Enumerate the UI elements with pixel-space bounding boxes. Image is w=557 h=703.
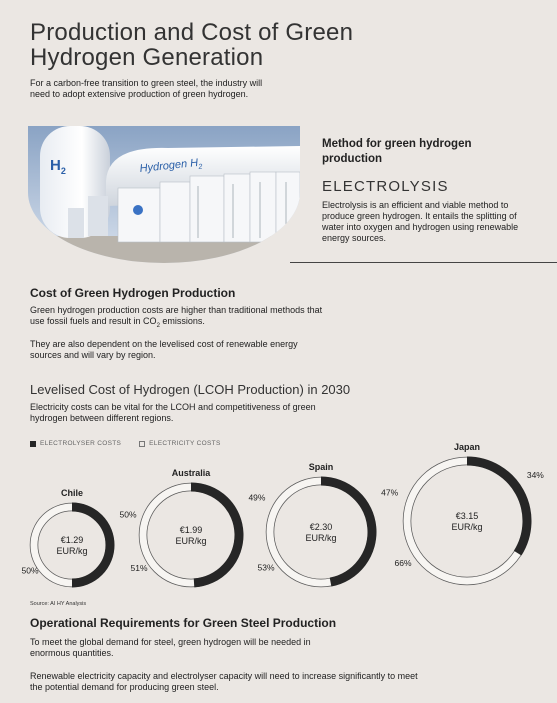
unit-chile: EUR/kg <box>56 546 88 556</box>
cost-section-title: Cost of Green Hydrogen Production <box>30 286 236 300</box>
segment-electricity-chile <box>34 507 110 583</box>
segment-electricity-japan <box>407 461 527 581</box>
pct-electricity-australia: 51% <box>130 563 148 573</box>
pct-electricity-chile: 50% <box>21 565 39 576</box>
segment-electrolyser-spain <box>321 481 372 582</box>
legend-label-electricity: ELECTRICITY COSTS <box>149 440 221 447</box>
segment-electrolyser-chile <box>72 507 110 583</box>
page-title <box>30 20 430 70</box>
pct-electricity-japan: 66% <box>394 558 412 568</box>
pct-electrolyser-chile: 50% <box>119 509 137 520</box>
lcoh-title: Levelised Cost of Hydrogen (LCOH Production) in 2030 <box>30 382 351 397</box>
unit-australia: EUR/kg <box>175 536 207 546</box>
chart-source: Source: AI HY Analysis <box>30 601 87 607</box>
region-label-chile: Chile <box>60 488 84 498</box>
trailer-hydrogen-label: Hydrogen $H_2$ <box>139 156 203 175</box>
region-label-australia: Australia <box>171 468 211 478</box>
method-name: ELECTROLYSIS <box>322 178 449 195</box>
donut-outline-australia <box>143 487 239 583</box>
pct-electricity-spain: 53% <box>257 562 275 573</box>
unit-spain: EUR/kg <box>305 533 337 543</box>
donut-outline-chile <box>34 507 110 583</box>
tank-h2-label: $H_2$ <box>50 157 66 176</box>
pct-electrolyser-australia: 49% <box>248 492 266 503</box>
segment-electricity-spain <box>270 481 372 583</box>
donut-chile <box>21 488 136 583</box>
region-label-japan: Japan <box>453 442 481 452</box>
donut-japan <box>394 442 544 581</box>
pct-electrolyser-spain: 47% <box>381 487 399 498</box>
hero-image <box>28 126 300 263</box>
segment-electricity-australia <box>143 487 239 583</box>
donut-outline-spain <box>270 481 372 583</box>
segment-electrolyser-australia <box>191 487 239 583</box>
legend-electrolyser <box>30 440 121 447</box>
pct-electrolyser-japan: 34% <box>526 469 544 480</box>
chart-legend <box>30 440 221 447</box>
legend-swatch-electricity <box>139 441 145 447</box>
unit-japan: EUR/kg <box>451 522 483 532</box>
total-cost-spain: €2.30 <box>309 522 333 532</box>
requirements-title: Operational Requirements for Green Steel Production <box>30 616 337 630</box>
cost-paragraph-2: They are also dependent on the levelised cost of renewable energy sources and will vary by region. <box>30 339 298 360</box>
cost-paragraph-1: Green hydrogen production costs are higher than traditional methods that use fossil fuels and result in $CO_2$ emissions. <box>30 305 323 329</box>
section-divider <box>290 262 557 263</box>
donut-australia <box>130 468 265 583</box>
total-cost-japan: €3.15 <box>455 511 479 521</box>
total-cost-australia: €1.99 <box>179 525 203 535</box>
lcoh-subtitle: Electricity costs can be vital for the LCOH and competitiveness of green hydrogen between different regions. <box>30 402 316 423</box>
segment-electrolyser-japan <box>467 461 527 553</box>
requirements-paragraph-1: To meet the global demand for steel, green hydrogen will be needed in enormous quantities. <box>30 637 311 658</box>
page-title-line-1: Production and Cost of Green <box>30 19 354 46</box>
method-title: Method for green hydrogen production <box>322 138 472 165</box>
total-cost-chile: €1.29 <box>60 535 84 545</box>
page-title-line-2: Hydrogen Generation <box>30 44 264 71</box>
legend-swatch-electrolyser <box>30 441 36 447</box>
intro-text: For a carbon-free transition to green steel, the industry will need to adopt extensive production of green hydrogen. <box>30 78 263 99</box>
method-description: Electrolysis is an efficient and viable method to produce green hydrogen. It entails the splitting of water into oxygen and hydrogen using renewable energy sources. <box>322 200 519 243</box>
requirements-paragraph-2: Renewable electricity capacity and electrolyser capacity will need to increase significantly to meet the potential demand for producing green steel. <box>30 671 418 692</box>
legend-label-electrolyser: ELECTROLYSER COSTS <box>40 440 122 447</box>
donut-spain <box>257 462 398 583</box>
legend-electricity <box>139 440 220 447</box>
donut-outline-japan <box>407 461 527 581</box>
region-label-spain: Spain <box>308 462 334 472</box>
